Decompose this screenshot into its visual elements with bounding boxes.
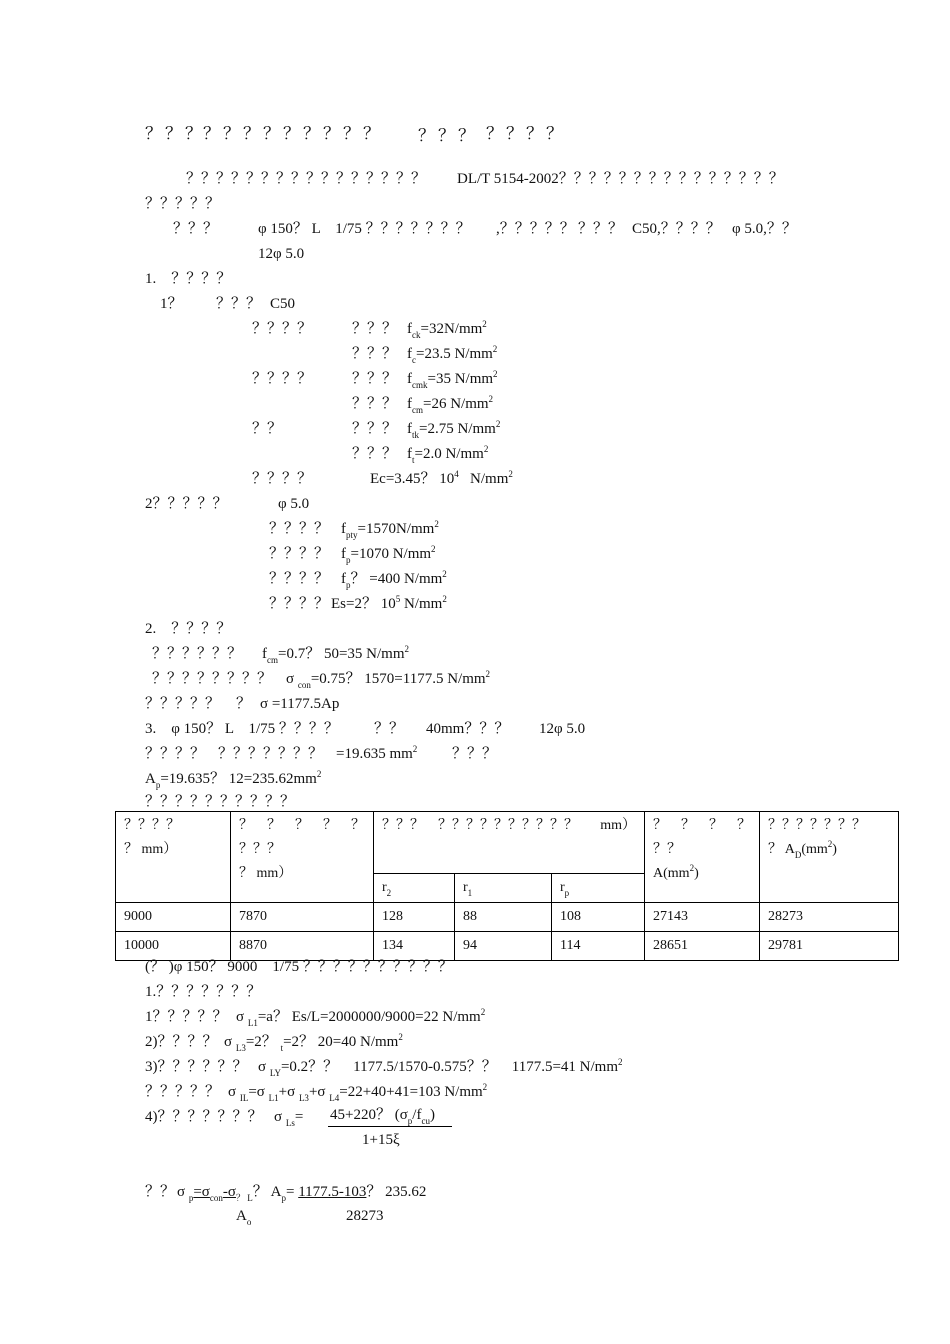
pole-label: ？？？	[173, 221, 219, 237]
loss-il-label: ？？？？？	[145, 1084, 221, 1100]
strength-group-label: ？？？？	[252, 371, 313, 387]
loss-ls-lhs: σ $_{Ls}$=	[274, 1109, 304, 1128]
area-tail: ？？？	[452, 746, 498, 762]
steel-strength-value: $f_{pty}=1570N/mm^2$	[341, 519, 439, 540]
steel-strength-label: ？？？？	[269, 596, 330, 612]
loss-ly-label: 3)？？？？？？	[145, 1059, 248, 1075]
pole-bars: 12φ 5.0	[258, 246, 305, 262]
ctrl-value: σ =1177.5Ap	[260, 696, 340, 712]
cell-converted-area: 28273	[760, 903, 899, 932]
stress-denominator-b: 28273	[346, 1208, 384, 1224]
table-row	[116, 903, 899, 932]
strength-kind-label: ？？？	[352, 321, 398, 337]
strength-value: $f_{tk}=2.75$ $N/mm^2$	[407, 419, 501, 440]
loss3-label: 2)？？？？	[145, 1034, 218, 1050]
section3-bars: 12φ 5.0	[539, 721, 586, 737]
strength-value: $f_c=23.5$ $N/mm^2$	[407, 344, 498, 365]
steel-diameter: φ 5.0	[278, 496, 310, 512]
cell-area: 28651	[645, 932, 760, 961]
con-value: σ $_{con}$=0.75？ 1570=1177.5 $N/mm^2$	[286, 669, 491, 690]
area-label: ？？？？	[145, 746, 206, 762]
header-converted-area: ？？？？？？？ ？ $A_D(mm^2)$	[760, 812, 899, 903]
strength-kind-label: ？？？	[352, 371, 398, 387]
fcm-value: $f_{cm}=0.7$？ 50=35 $N/mm^2$	[262, 644, 410, 665]
header-rp: $r_p$	[552, 874, 645, 903]
header-calc-length: ？ ？ ？ ？ ？ ？？？ ？ mm）	[231, 812, 374, 903]
strength-group-label: ？？	[252, 421, 283, 437]
cell-r1: 88	[455, 903, 552, 932]
materials-title: 1. ？？？？	[145, 271, 232, 287]
con-label: ？？？？？？？？	[152, 671, 273, 687]
cell-calc-length: 7870	[231, 903, 374, 932]
area-value: =19.635 $mm^2$	[336, 744, 418, 762]
stress-denominator-a: $A_o$	[236, 1208, 252, 1227]
strength-value: $f_{cmk}=35$ $N/mm^2$	[407, 369, 498, 390]
loss-title: 1.？？？？？？？	[145, 984, 262, 1000]
steel-strength-label: ？？？？	[269, 546, 330, 562]
section3-cover: 40mm？？？	[426, 721, 510, 737]
stress-formula: σ $_p=\sigma_{con}-\sigma_{? L}$？ $A_p= 1177.5-103$？ 235.62	[177, 1184, 427, 1203]
ec-label: ？？？？	[252, 471, 313, 487]
header-r1: $r_1$	[455, 874, 552, 903]
pole-text: ,？？？？？	[496, 221, 575, 237]
strength-value: $f_{cm}=26$ $N/mm^2$	[407, 394, 494, 415]
cell-length: 9000	[116, 903, 231, 932]
design-label: ？？？？？	[145, 196, 221, 212]
basis-text: ？？？？？？？？？？？？？？？？	[186, 171, 427, 187]
strength-kind-label: ？？？	[352, 446, 398, 462]
header-area: ？ ？ ？ ？ ？？ $A(mm^2)$	[645, 812, 760, 903]
concrete-grade: C50	[270, 296, 296, 312]
cell-r1: 94	[455, 932, 552, 961]
steel-strength-value: $f_p$？ =400 $N/mm^2$	[341, 569, 447, 590]
pole-spec: φ 150？ L 1/75 ？？？？？？？	[258, 221, 471, 237]
loss1-formula: σ $_{L1}$=a？ Es/L=2000000/9000=22 $N/mm^2$	[236, 1007, 486, 1028]
pole-steel: φ 5.0,？？	[732, 221, 797, 237]
loss-ls-fraction-bar	[328, 1126, 452, 1127]
steel-strength-value: $f_p=1070$ $N/mm^2$	[341, 544, 436, 565]
fcm-label: ？？？？？？	[152, 646, 243, 662]
cell-r2: 134	[374, 932, 455, 961]
strength-group-label: ？？？？	[252, 321, 313, 337]
strength-kind-label: ？？？	[352, 346, 398, 362]
pole-grade: C50,？？？？	[632, 221, 721, 237]
case-title: (？ )φ 150？ 9000 1/75 ？？？？？？？？？？	[145, 959, 453, 975]
loss1-label: 1？？？？？	[145, 1009, 228, 1025]
loss3-formula: σ $_{L3}$=2？ $_t$=2？ 20=40 $N/mm^2$	[224, 1032, 403, 1053]
stress-label: ？？	[145, 1184, 176, 1200]
header-r2: $r_2$	[374, 874, 455, 903]
header-subtitle: ？？？？	[486, 124, 566, 143]
concrete-index: 1？	[160, 296, 183, 312]
cell-rp: 108	[552, 903, 645, 932]
header-chapter: ？？？	[145, 124, 205, 143]
ctrl-label: ？？？？？	[145, 696, 221, 712]
header-title: ？？？？？？？？？	[203, 124, 383, 143]
table-caption: ？？？？？？？？？？	[145, 794, 296, 810]
strength-kind-label: ？？？	[352, 421, 398, 437]
cell-converted-area: 29781	[760, 932, 899, 961]
strength-value: $f_t=2.0$ $N/mm^2$	[407, 444, 489, 465]
strength-kind-label: ？？？	[352, 396, 398, 412]
steel-label: 2？？？？？	[145, 496, 228, 512]
pole-text-2: ？？？	[578, 221, 624, 237]
steel-strength-label: ？？？？	[269, 571, 330, 587]
cell-rp: 114	[552, 932, 645, 961]
header-radius: ？？？ ？？？？？？？？？？ mm）	[374, 812, 645, 874]
strength-value: $f_{ck}=32N/mm^2$	[407, 319, 487, 340]
section-properties-table	[115, 811, 899, 961]
loss-il-formula: σ $_{IL}$=σ $_{L1}$+σ $_{L3}$+σ $_{L4}$=22+40+41=103 $N/mm^2$	[228, 1082, 488, 1103]
section3-title: 3. φ 150？ L 1/75 ？？？？	[145, 721, 339, 737]
loss-ls-denominator: 1+15ξ	[362, 1132, 400, 1148]
cell-calc-length: 8870	[231, 932, 374, 961]
ctrl-mark: ？	[236, 696, 252, 712]
steel-strength-value: Es=2？ $10^5$ $N/mm^2$	[331, 594, 447, 612]
loss-ls-numerator: 45+220？ $(\sigma_p/f_{cu})$	[330, 1107, 435, 1126]
area-text: ？？？？？？？	[218, 746, 324, 762]
ec-value: Ec=3.45？ $10^4$ $N/mm^2$	[370, 469, 513, 487]
ap-value: $A_p=19.635$？ $12=235.62mm^2$	[145, 769, 322, 790]
loss-ly-formula: σ $_{LY}$=0.2？？ 1177.5/1570-0.575？？ 1177.5=41 $N/mm^2$	[258, 1057, 623, 1078]
cell-length: 10000	[116, 932, 231, 961]
cell-r2: 128	[374, 903, 455, 932]
cell-area: 27143	[645, 903, 760, 932]
header-length: ？？？？ ？ mm）	[116, 812, 231, 903]
loss-ls-label: 4)？？？？？？？	[145, 1109, 263, 1125]
section3-text: ？？	[374, 721, 405, 737]
concrete-label: ？？？	[216, 296, 262, 312]
prestress-title: 2. ？？？？	[145, 621, 232, 637]
steel-strength-label: ？？？？	[269, 521, 330, 537]
header-section: ？？？	[418, 126, 478, 145]
basis-standard: DL/T 5154-2002？？？？？？？？？？？？？？？	[457, 171, 784, 187]
